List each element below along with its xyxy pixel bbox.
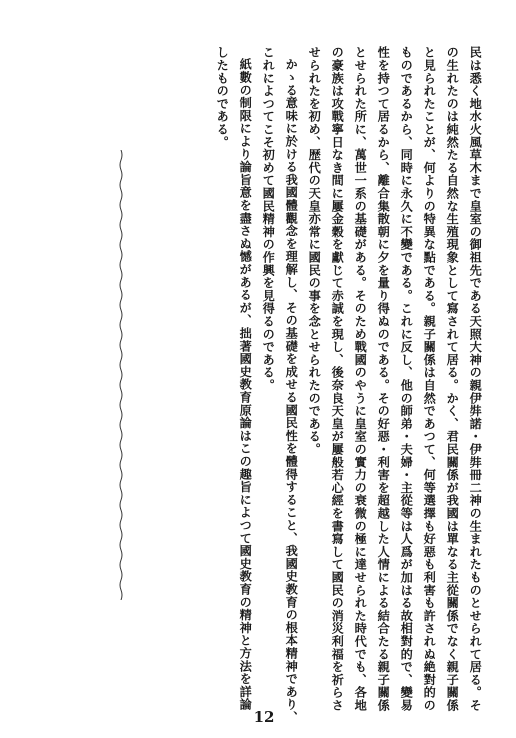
text-column: 民は悉く地水火風草木まで皇室の御祖先である天照大神の親伊弉諾・伊弉冊二神の生まれたものとせられて居る。そ xyxy=(468,46,483,712)
wavy-divider xyxy=(118,150,124,600)
text-column: と見られたことが、何よりの特異な點である。親子關係は自然であつて、何等選擇も好惡も利害も許されぬ絶對的の xyxy=(422,46,437,712)
text-column: かゝる意味に於ける我國體觀念を理解し、その基礎を成せる國民性を體得すること、我國史教育の根本精神であり、 xyxy=(284,58,299,724)
text-column: これによつてこそ初めて國民精神の作興を見得るのである。 xyxy=(261,46,276,392)
page-number: 12 xyxy=(253,708,275,726)
text-column: とせられた所に、萬世一系の基礎がある。そのため戰國のやうに皇室の實力の衰微の極に達せられた時代でも、各地 xyxy=(353,46,368,712)
text-column: の豪族は攻戰寧日なき間に屢金穀を獻じて赤誠を現し、後奈良天皇が屢般若心經を書寫して國民の消災利福を祈らさ xyxy=(330,46,345,712)
text-column: したものである。 xyxy=(215,46,230,149)
text-column: 紙數の制限により論旨意を盡さぬ憾があるが、拙著國史教育原論はこの趣旨によつて國史教育の精神と方法を詳論 xyxy=(238,58,253,711)
text-column: ものであるから、同時に永久に不變である。これに反し、他の師弟・夫婦・主從等は人爲が加はる故相對的で、變易 xyxy=(399,46,414,712)
text-column: せられたを初め、歴代の天皇亦常に國民の事を念とせられたのである。 xyxy=(307,46,322,456)
text-column: の生れたのは純然たる自然な生殖現象として寫されて居る。かく、君民關係が我國は單なる主從關係でなく親子關係 xyxy=(445,46,460,712)
text-column: 性を持つて居るから、離合集散朝に夕を量り得ぬのである。その好惡・利害を超越した人情による結合たる親子關係 xyxy=(376,46,391,712)
